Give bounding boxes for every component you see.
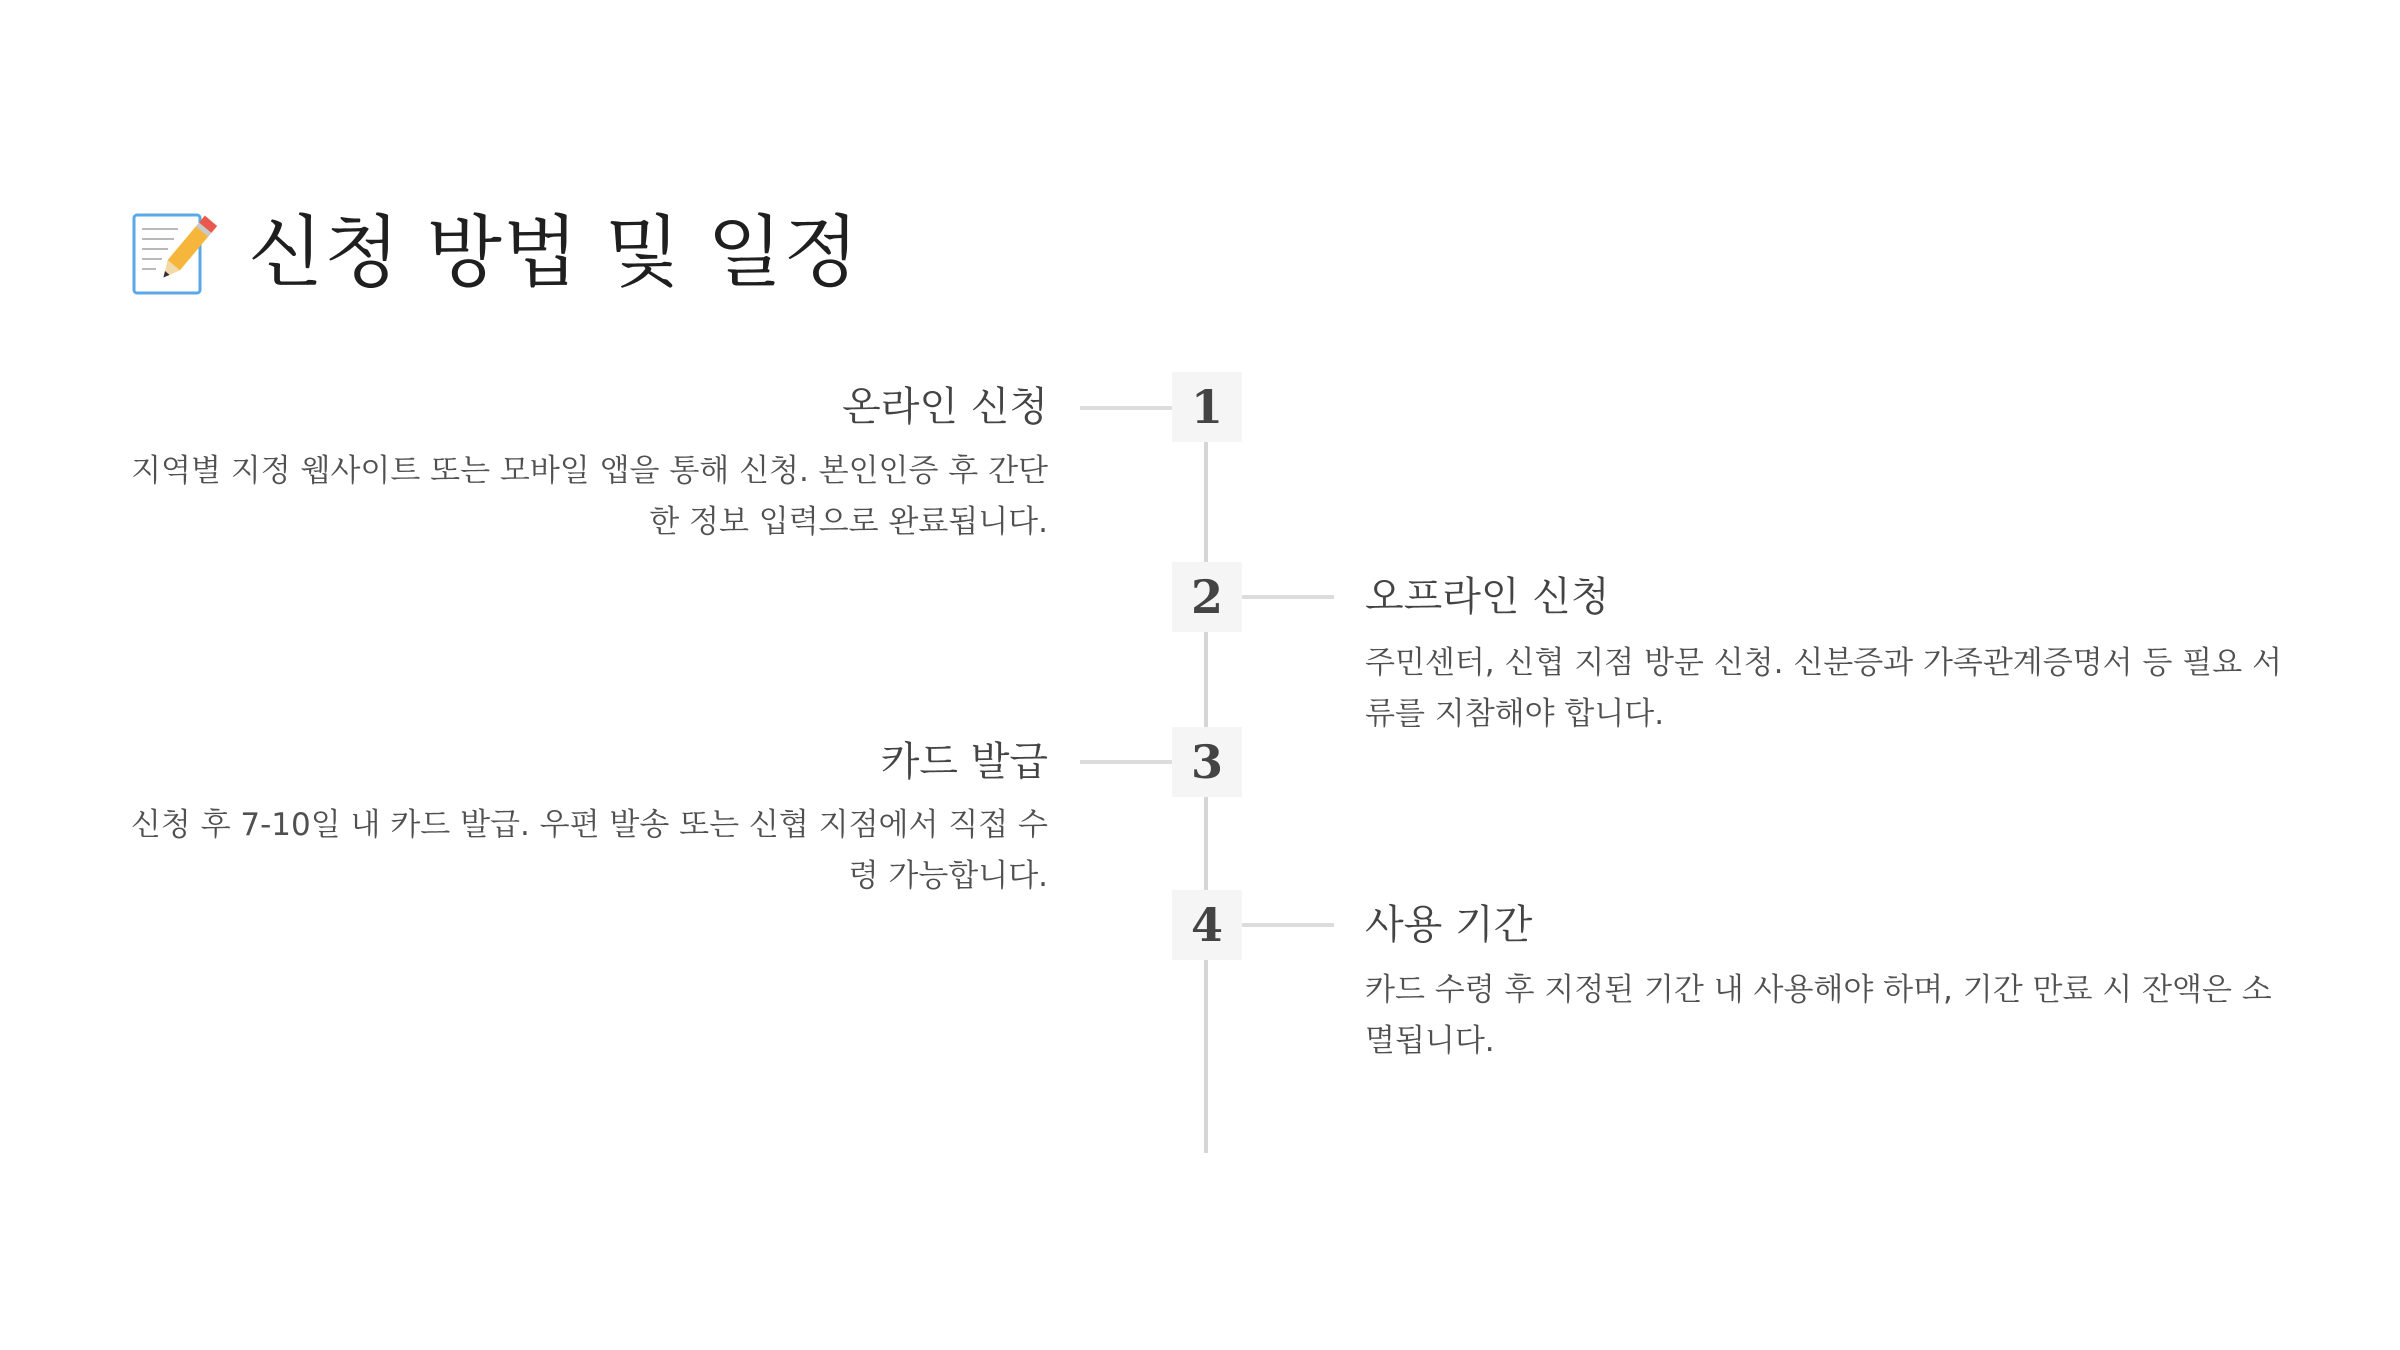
- step-1-description: 지역별 지정 웹사이트 또는 모바일 앱을 통해 신청. 본인인증 후 간단한 정보 입력으로 완료됩니다.: [131, 453, 1048, 540]
- memo-pencil-icon: [128, 207, 220, 299]
- step-4-connector: [1242, 923, 1334, 927]
- step-1-number-box: [1172, 372, 1242, 442]
- step-1-number: 1: [1190, 380, 1223, 434]
- step-4-title: 사용 기간: [1365, 902, 1533, 948]
- step-3-title: 카드 발급: [880, 739, 1048, 785]
- page-title: [128, 198, 860, 308]
- step-2-number-box: [1172, 562, 1242, 632]
- step-2-title: 오프라인 신청: [1365, 574, 1610, 620]
- step-1-title: 온라인 신청: [842, 384, 1048, 430]
- step-1-connector: [1080, 406, 1172, 410]
- page-title-text: 신청 방법 및 일정: [248, 208, 860, 298]
- step-2-description: 주민센터, 신협 지점 방문 신청. 신분증과 가족관계증명서 등 필요 서류를 지참해야 합니다.: [1365, 645, 2282, 732]
- step-3-number: 3: [1190, 735, 1223, 789]
- step-2-connector: [1242, 595, 1334, 599]
- step-4-number: 4: [1190, 898, 1223, 952]
- step-4-number-box: [1172, 890, 1242, 960]
- step-3-connector: [1080, 760, 1172, 764]
- step-4-description: 카드 수령 후 지정된 기간 내 사용해야 하며, 기간 만료 시 잔액은 소멸됩니다.: [1365, 972, 2272, 1059]
- step-2-number: 2: [1190, 570, 1223, 624]
- step-3-number-box: [1172, 727, 1242, 797]
- step-3-description: 신청 후 7-10일 내 카드 발급. 우편 발송 또는 신협 지점에서 직접 수령 가능합니다.: [130, 807, 1048, 894]
